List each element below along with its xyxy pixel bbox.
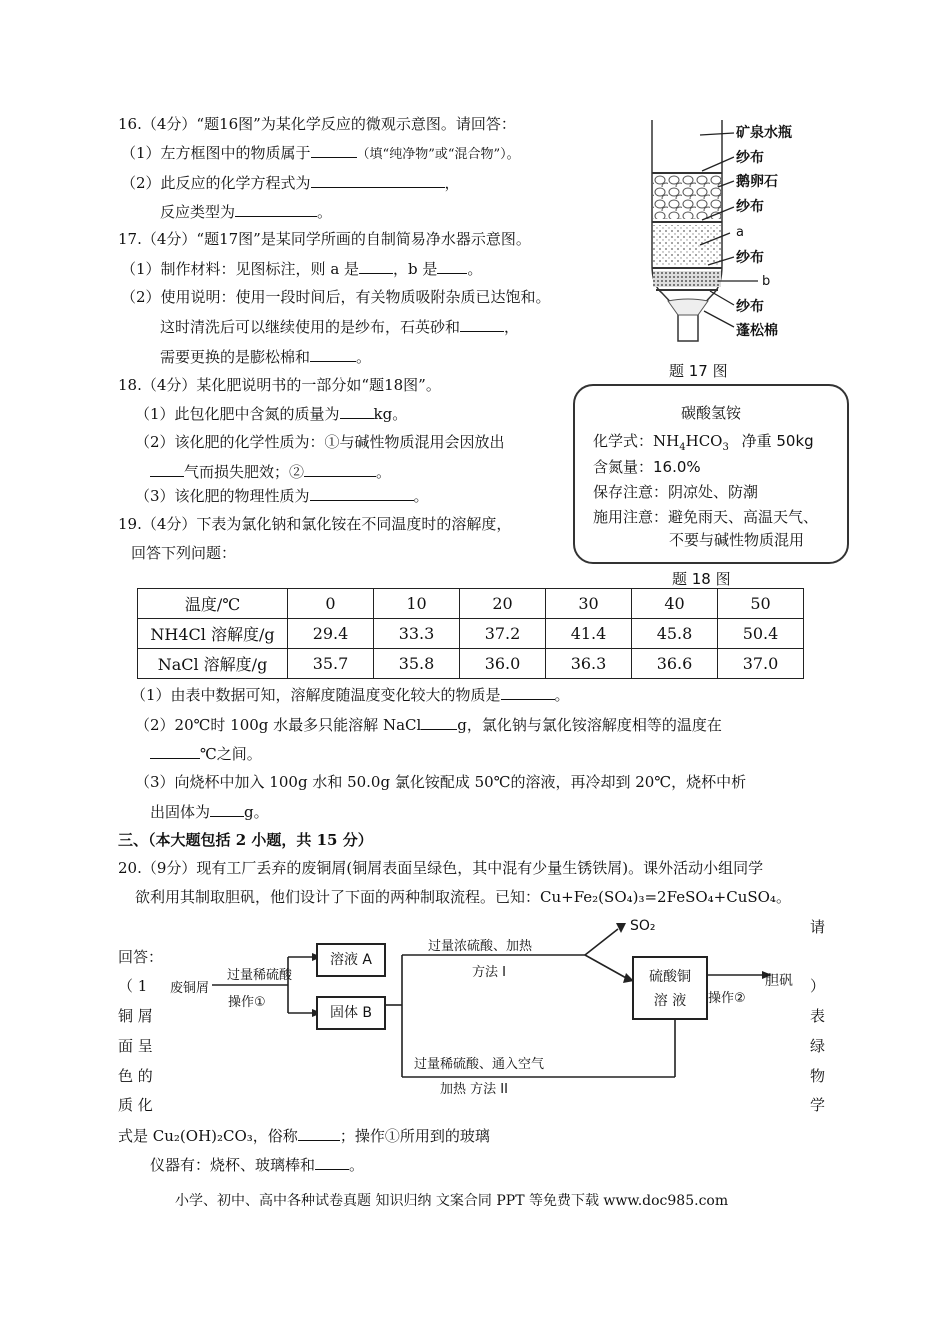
q18-part2-line2-end: 。 bbox=[376, 463, 392, 481]
answer-blank[interactable] bbox=[210, 801, 244, 817]
q19-part2-text: （2）20℃时 100g 水最多只能溶解 NaCl bbox=[135, 716, 422, 734]
q19-part3: （3）向烧杯中加入 100g 水和 50.0g 氯化铵配成 50℃的溶液，再冷却到 20℃，烧杯中析 bbox=[135, 773, 747, 791]
q20-left-char: 面 呈 bbox=[118, 1037, 153, 1055]
q17-part1 bbox=[121, 258, 482, 279]
answer-blank[interactable] bbox=[310, 485, 414, 501]
table-cell: 29.4 bbox=[288, 619, 374, 649]
fig17-label-cloth-3: 纱布 bbox=[736, 250, 764, 266]
q19-part1-end: 。 bbox=[554, 686, 570, 704]
q16-reaction-type bbox=[160, 201, 332, 222]
table-row bbox=[138, 619, 804, 649]
q16-part2-text: （2）此反应的化学方程式为 bbox=[121, 174, 311, 192]
answer-blank[interactable] bbox=[235, 201, 317, 217]
solid-b-box: 固体 B bbox=[316, 996, 386, 1030]
answer-blank[interactable] bbox=[150, 461, 184, 477]
answer-blank[interactable] bbox=[460, 316, 504, 332]
q16-part1-text: （1）左方框图中的物质属于 bbox=[121, 144, 311, 162]
fig17-label-pebbles: 鹅卵石 bbox=[736, 174, 778, 190]
q17-part1-end: 。 bbox=[467, 260, 483, 278]
table-cell: 40 bbox=[632, 589, 718, 619]
fertilizer-usage-1: 施用注意：避免雨天、高温天气、 bbox=[593, 508, 819, 526]
q19-part2-mid: g，氯化钠与氯化铵溶解度相等的温度在 bbox=[457, 716, 722, 734]
flow-method2-reagent: 过量稀硫酸、通入空气 bbox=[414, 1057, 545, 1072]
q20-part1-line2-text: 仪器有：烧杯、玻璃棒和 bbox=[150, 1156, 316, 1174]
q16-part1 bbox=[121, 142, 520, 165]
table-cell: 0 bbox=[288, 589, 374, 619]
table-cell: 41.4 bbox=[546, 619, 632, 649]
q20-right-char: 物 bbox=[810, 1067, 826, 1085]
answer-blank[interactable] bbox=[310, 346, 356, 362]
q20-left-char: （ 1 bbox=[118, 977, 148, 995]
flow-product-label: 胆矾 bbox=[765, 973, 793, 989]
q19-part1 bbox=[131, 684, 570, 705]
q19-part1-text: （1）由表中数据可知，溶解度随温度变化较大的物质是 bbox=[131, 686, 501, 704]
copper-sulfate-box bbox=[632, 956, 708, 1020]
copper-sulfate-line1: 硫酸铜 bbox=[649, 969, 691, 985]
fig17-label-a: a bbox=[736, 225, 744, 240]
answer-blank[interactable] bbox=[501, 684, 555, 700]
solution-a-box: 溶液 A bbox=[316, 943, 386, 977]
q20-part1-line2 bbox=[150, 1154, 364, 1175]
fertilizer-usage-2: 不要与碱性物质混用 bbox=[669, 531, 805, 549]
q16-part1-hint: （填“纯净物”或“混合物”）。 bbox=[356, 147, 520, 162]
table-cell: 36.3 bbox=[546, 649, 632, 679]
q20-stem-2: 欲利用其制取胆矾，他们设计了下面的两种制取流程。已知：Cu+Fe₂(SO₄)₃=2FeSO₄+CuSO₄。 bbox=[135, 888, 791, 906]
q20-stem: 20.（9分）现有工厂丢弃的废铜屑(铜屑表面呈绿色，其中混有少量生锈铁屑)。课外活动小组同学 bbox=[118, 859, 764, 877]
page-footer: 小学、初中、高中各种试卷真题 知识归纳 文案合同 PPT 等免费下载 www.doc985.com bbox=[175, 1193, 729, 1209]
q19-part2-line2 bbox=[150, 743, 262, 764]
q19-part3-line2-text: 出固体为 bbox=[150, 803, 211, 821]
solubility-table bbox=[137, 588, 804, 679]
formula-sub: 4 bbox=[679, 442, 686, 453]
q16-part2 bbox=[121, 172, 460, 193]
q17-part2-line3-text: 需要更换的是膨松棉和 bbox=[160, 348, 311, 366]
q16-stem: 16.（4分）“题16图”为某化学反应的微观示意图。请回答： bbox=[118, 115, 516, 133]
table-cell: NH4Cl 溶解度/g bbox=[138, 619, 288, 649]
q20-right-char: 请 bbox=[810, 918, 826, 936]
fertilizer-weight: 净重 50kg bbox=[741, 432, 814, 450]
answer-blank[interactable] bbox=[437, 258, 467, 274]
q17-part2-line3 bbox=[160, 346, 371, 367]
q18-part1-end: kg。 bbox=[373, 405, 408, 423]
answer-blank[interactable] bbox=[298, 1125, 340, 1141]
q20-part1-text: 式是 Cu₂(OH)₂CO₃，俗称 bbox=[118, 1127, 298, 1145]
section-heading: 三、（本大题包括 2 小题，共 15 分） bbox=[118, 831, 373, 849]
fig17-label-cloth-2: 纱布 bbox=[736, 199, 764, 215]
fertilizer-formula-line bbox=[593, 430, 814, 453]
q20-left-char: 色 的 bbox=[118, 1067, 153, 1085]
fertilizer-storage: 保存注意：阴凉处、防潮 bbox=[593, 483, 759, 501]
table-cell: 50.4 bbox=[718, 619, 804, 649]
q16-reaction-type-end: 。 bbox=[317, 203, 333, 221]
answer-blank[interactable] bbox=[304, 461, 376, 477]
q16-reaction-type-text: 反应类型为 bbox=[160, 203, 236, 221]
flow-op2-label: 操作② bbox=[708, 991, 746, 1006]
flow-method1-reagent: 过量浓硫酸、加热 bbox=[428, 939, 533, 954]
answer-blank[interactable] bbox=[421, 714, 457, 730]
q18-part1 bbox=[135, 403, 407, 424]
flow-method2-label: 加热 方法 II bbox=[440, 1082, 508, 1097]
q18-part1-text: （1）此包化肥中含氮的质量为 bbox=[135, 405, 340, 423]
formula-part: NH bbox=[653, 432, 680, 450]
q19-stem: 19.（4分）下表为氯化钠和氯化铵在不同温度时的溶解度， bbox=[118, 515, 512, 533]
table-cell: 37.0 bbox=[718, 649, 804, 679]
flow-acid1-label: 过量稀硫酸 bbox=[227, 968, 293, 983]
q18-part3 bbox=[135, 485, 429, 506]
q20-right-char: 学 bbox=[810, 1096, 826, 1114]
q20-part1-line bbox=[118, 1125, 490, 1146]
q17-part1-mid: ，b 是 bbox=[393, 260, 438, 278]
q20-right-char: 绿 bbox=[810, 1037, 826, 1055]
q20-right-char: ） bbox=[810, 977, 826, 995]
fertilizer-label bbox=[573, 384, 849, 564]
q20-left-char: 回答： bbox=[118, 948, 164, 966]
q17-part2-line2-text: 这时清洗后可以继续使用的是纱布，石英砂和 bbox=[160, 318, 461, 336]
q18-part2-line2-text: 气而损失肥效；② bbox=[184, 463, 305, 481]
fig17-label-cloth-1: 纱布 bbox=[736, 150, 764, 166]
table-cell: 温度/℃ bbox=[138, 589, 288, 619]
table-row bbox=[138, 649, 804, 679]
table-cell: 33.3 bbox=[374, 619, 460, 649]
table-cell: 36.6 bbox=[632, 649, 718, 679]
q19-part2-line2-text: ℃之间。 bbox=[200, 745, 262, 763]
flow-op1-label: 操作① bbox=[228, 995, 266, 1010]
fig17-label-bottle: 矿泉水瓶 bbox=[736, 125, 792, 141]
answer-blank[interactable] bbox=[315, 1154, 349, 1170]
flow-so2-label: SO₂ bbox=[630, 918, 656, 934]
answer-blank[interactable] bbox=[311, 142, 357, 158]
q17-part2-line3-end: 。 bbox=[356, 348, 372, 366]
table-header-row bbox=[138, 589, 804, 619]
fig17-label-cloth-4: 纱布 bbox=[736, 299, 764, 315]
formula-part: HCO bbox=[685, 432, 723, 450]
q19-stem-2: 回答下列问题： bbox=[131, 544, 237, 562]
q16-part2-end: ， bbox=[444, 174, 460, 192]
q19-part3-line2-end: g。 bbox=[244, 803, 269, 821]
q20-left-char: 铜 屑 bbox=[118, 1007, 153, 1025]
q18-part3-end: 。 bbox=[413, 487, 429, 505]
q17-part2-line2-end: ， bbox=[504, 318, 520, 336]
q18-part3-text: （3）该化肥的物理性质为 bbox=[135, 487, 310, 505]
q20-part1-line2-end: 。 bbox=[349, 1156, 365, 1174]
q20-right-char: 表 bbox=[810, 1007, 826, 1025]
q19-part2 bbox=[135, 714, 722, 735]
q18-part2: （2）该化肥的化学性质为：①与碱性物质混用会因放出 bbox=[135, 433, 505, 451]
table-cell: 45.8 bbox=[632, 619, 718, 649]
q17-part2-line2 bbox=[160, 316, 519, 337]
q18-part2-line2 bbox=[150, 461, 391, 482]
q17-stem: 17.（4分）“题17图”是某同学所画的自制简易净水器示意图。 bbox=[118, 230, 531, 248]
fertilizer-formula-label: 化学式： bbox=[593, 432, 654, 450]
fertilizer-title: 碳酸氢铵 bbox=[680, 404, 741, 422]
formula-sub: 3 bbox=[722, 442, 729, 453]
table-cell: 30 bbox=[546, 589, 632, 619]
answer-blank[interactable] bbox=[150, 743, 200, 759]
table-cell: 36.0 bbox=[460, 649, 546, 679]
copper-sulfate-line2: 溶 液 bbox=[653, 993, 687, 1009]
q18-stem: 18.（4分）某化肥说明书的一部分如“题18图”。 bbox=[118, 376, 441, 394]
q20-part1-mid: ；操作①所用到的玻璃 bbox=[339, 1127, 490, 1145]
table-cell: NaCl 溶解度/g bbox=[138, 649, 288, 679]
answer-blank[interactable] bbox=[359, 258, 393, 274]
q19-part3-line2 bbox=[150, 801, 269, 822]
fig17-label-cotton: 蓬松棉 bbox=[736, 323, 778, 339]
table-cell: 10 bbox=[374, 589, 460, 619]
answer-blank[interactable] bbox=[340, 403, 374, 419]
flow-start-label: 废铜屑 bbox=[170, 981, 210, 996]
fertilizer-formula bbox=[653, 432, 729, 453]
fig17-label-b: b bbox=[762, 274, 771, 289]
q17-part2: （2）使用说明：使用一段时间后，有关物质吸附杂质已达饱和。 bbox=[121, 288, 551, 306]
table-cell: 35.7 bbox=[288, 649, 374, 679]
table-cell: 35.8 bbox=[374, 649, 460, 679]
q17-part1-text: （1）制作材料：见图标注，则 a 是 bbox=[121, 260, 360, 278]
fertilizer-nitrogen: 含氮量：16.0% bbox=[593, 458, 701, 476]
fig17-caption: 题 17 图 bbox=[669, 362, 728, 380]
q20-left-char: 质 化 bbox=[118, 1096, 153, 1114]
flow-method1-label: 方法 I bbox=[472, 965, 506, 980]
table-cell: 20 bbox=[460, 589, 546, 619]
fig18-caption: 题 18 图 bbox=[672, 570, 731, 588]
table-cell: 50 bbox=[718, 589, 804, 619]
answer-blank[interactable] bbox=[311, 172, 445, 188]
table-cell: 37.2 bbox=[460, 619, 546, 649]
